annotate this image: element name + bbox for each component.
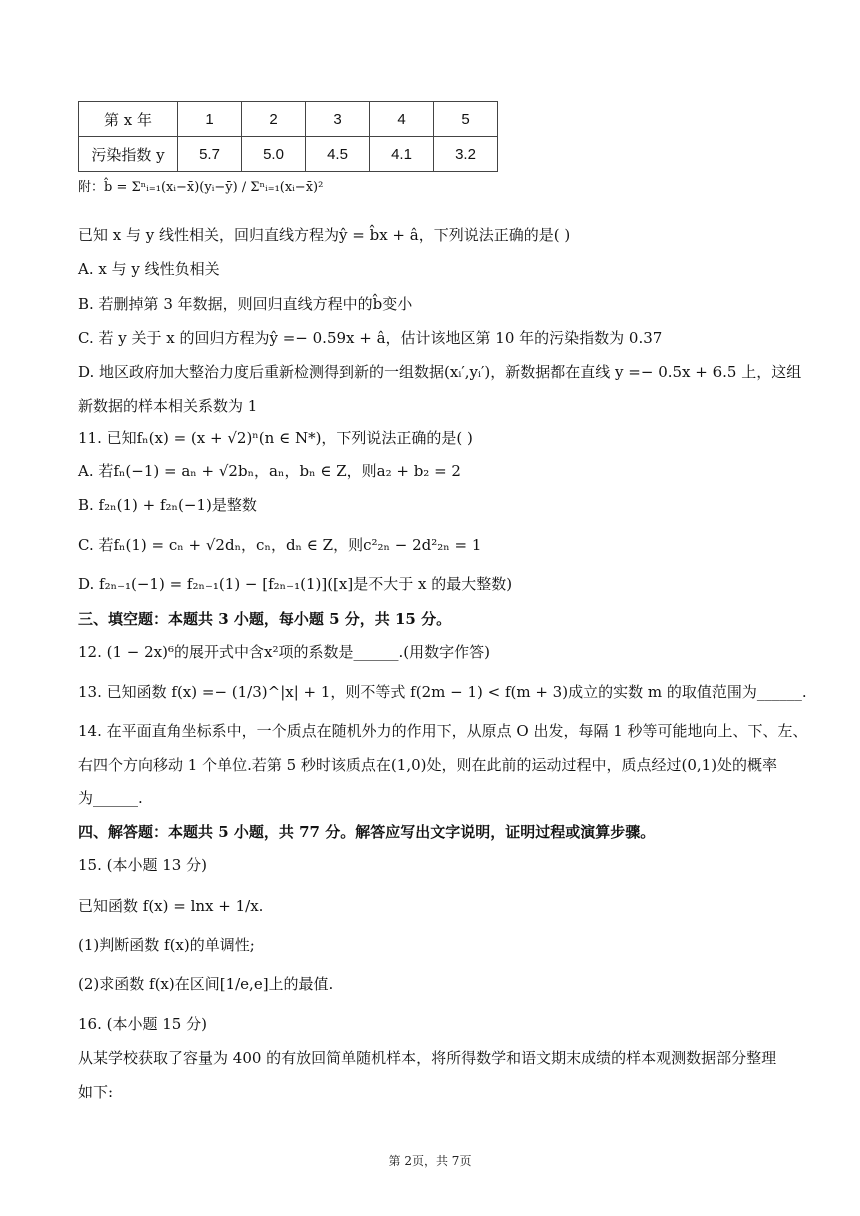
table-row xyxy=(79,102,498,137)
q15-part-2: (2)求函数 f(x)在区间[1/e,e]上的最值. xyxy=(78,975,334,993)
q14-line-3: 为______. xyxy=(78,789,143,807)
q10-option-b: B. 若删掉第 3 年数据，则回归直线方程中的b̂变小 xyxy=(78,295,413,313)
table-cell: 5.7 xyxy=(178,137,242,172)
q11-option-d: D. f₂ₙ₋₁(−1) = f₂ₙ₋₁(1) − [f₂ₙ₋₁(1)]([x]是不大于 x 的最大整数) xyxy=(78,575,513,593)
table-cell: 4 xyxy=(370,102,434,137)
table-cell: 4.5 xyxy=(306,137,370,172)
q15-heading: 15. (本小题 13 分) xyxy=(78,856,207,874)
q11-option-c: C. 若fₙ(1) = cₙ + √2dₙ，cₙ，dₙ ∈ Z，则c²₂ₙ − 2d²₂ₙ = 1 xyxy=(78,536,482,554)
table-cell: 3 xyxy=(306,102,370,137)
q12: 12. (1 − 2x)⁶的展开式中含x²项的系数是______.(用数字作答) xyxy=(78,643,490,661)
q15-part-1: (1)判断函数 f(x)的单调性; xyxy=(78,936,255,954)
table-row xyxy=(79,137,498,172)
formula-note: 附：b̂ = Σⁿᵢ₌₁(xᵢ−x̄)(yᵢ−ȳ) / Σⁿᵢ₌₁(xᵢ−x̄)² xyxy=(78,180,324,195)
section-3-heading: 三、填空题：本题共 3 小题，每小题 5 分，共 15 分。 xyxy=(78,610,452,628)
q11-stem: 11. 已知fₙ(x) = (x + √2)ⁿ(n ∈ N*)，下列说法正确的是( ) xyxy=(78,429,473,447)
pollution-data-table xyxy=(78,101,498,172)
table-cell: 5.0 xyxy=(242,137,306,172)
q13: 13. 已知函数 f(x) =− (1/3)^|x| + 1，则不等式 f(2m − 1) < f(m + 3)成立的实数 m 的取值范围为______. xyxy=(78,683,807,701)
table-cell: 1 xyxy=(178,102,242,137)
q16-heading: 16. (本小题 15 分) xyxy=(78,1015,207,1033)
table-cell: 4.1 xyxy=(370,137,434,172)
q14-line-1: 14. 在平面直角坐标系中，一个质点在随机外力的作用下，从原点 O 出发，每隔 1 秒等可能地向上、下、左、 xyxy=(78,722,808,740)
page-footer: 第 2页，共 7页 xyxy=(388,1154,472,1168)
q10-option-a: A. x 与 y 线性负相关 xyxy=(78,260,220,278)
q16-stem-1: 从某学校获取了容量为 400 的有放回简单随机样本，将所得数学和语文期末成绩的样本观测数据部分整理 xyxy=(78,1049,777,1067)
table-cell: 2 xyxy=(242,102,306,137)
q10-option-c: C. 若 y 关于 x 的回归方程为ŷ =− 0.59x + â，估计该地区第 10 年的污染指数为 0.37 xyxy=(78,329,663,347)
q16-stem-2: 如下: xyxy=(78,1083,114,1101)
table-cell: 5 xyxy=(434,102,498,137)
table-header-index: 污染指数 y xyxy=(79,137,178,172)
q10-option-d-cont: 新数据的样本相关系数为 1 xyxy=(78,397,258,415)
table-header-year: 第 x 年 xyxy=(79,102,178,137)
section-4-heading: 四、解答题：本题共 5 小题，共 77 分。解答应写出文字说明，证明过程或演算步骤。 xyxy=(78,823,656,841)
q15-stem: 已知函数 f(x) = lnx + 1/x. xyxy=(78,897,264,915)
q11-option-a: A. 若fₙ(−1) = aₙ + √2bₙ，aₙ，bₙ ∈ Z，则a₂ + b₂ = 2 xyxy=(78,462,461,480)
q11-option-b: B. f₂ₙ(1) + f₂ₙ(−1)是整数 xyxy=(78,496,257,514)
q10-option-d: D. 地区政府加大整治力度后重新检测得到新的一组数据(xᵢ′,yᵢ′)，新数据都在直线 y =− 0.5x + 6.5 上，这组 xyxy=(78,363,802,381)
q14-line-2: 右四个方向移动 1 个单位.若第 5 秒时该质点在(1,0)处，则在此前的运动过程中，质点经过(0,1)处的概率 xyxy=(78,756,778,774)
q10-stem: 已知 x 与 y 线性相关，回归直线方程为ŷ = b̂x + â，下列说法正确的是( ) xyxy=(78,226,571,244)
table-cell: 3.2 xyxy=(434,137,498,172)
